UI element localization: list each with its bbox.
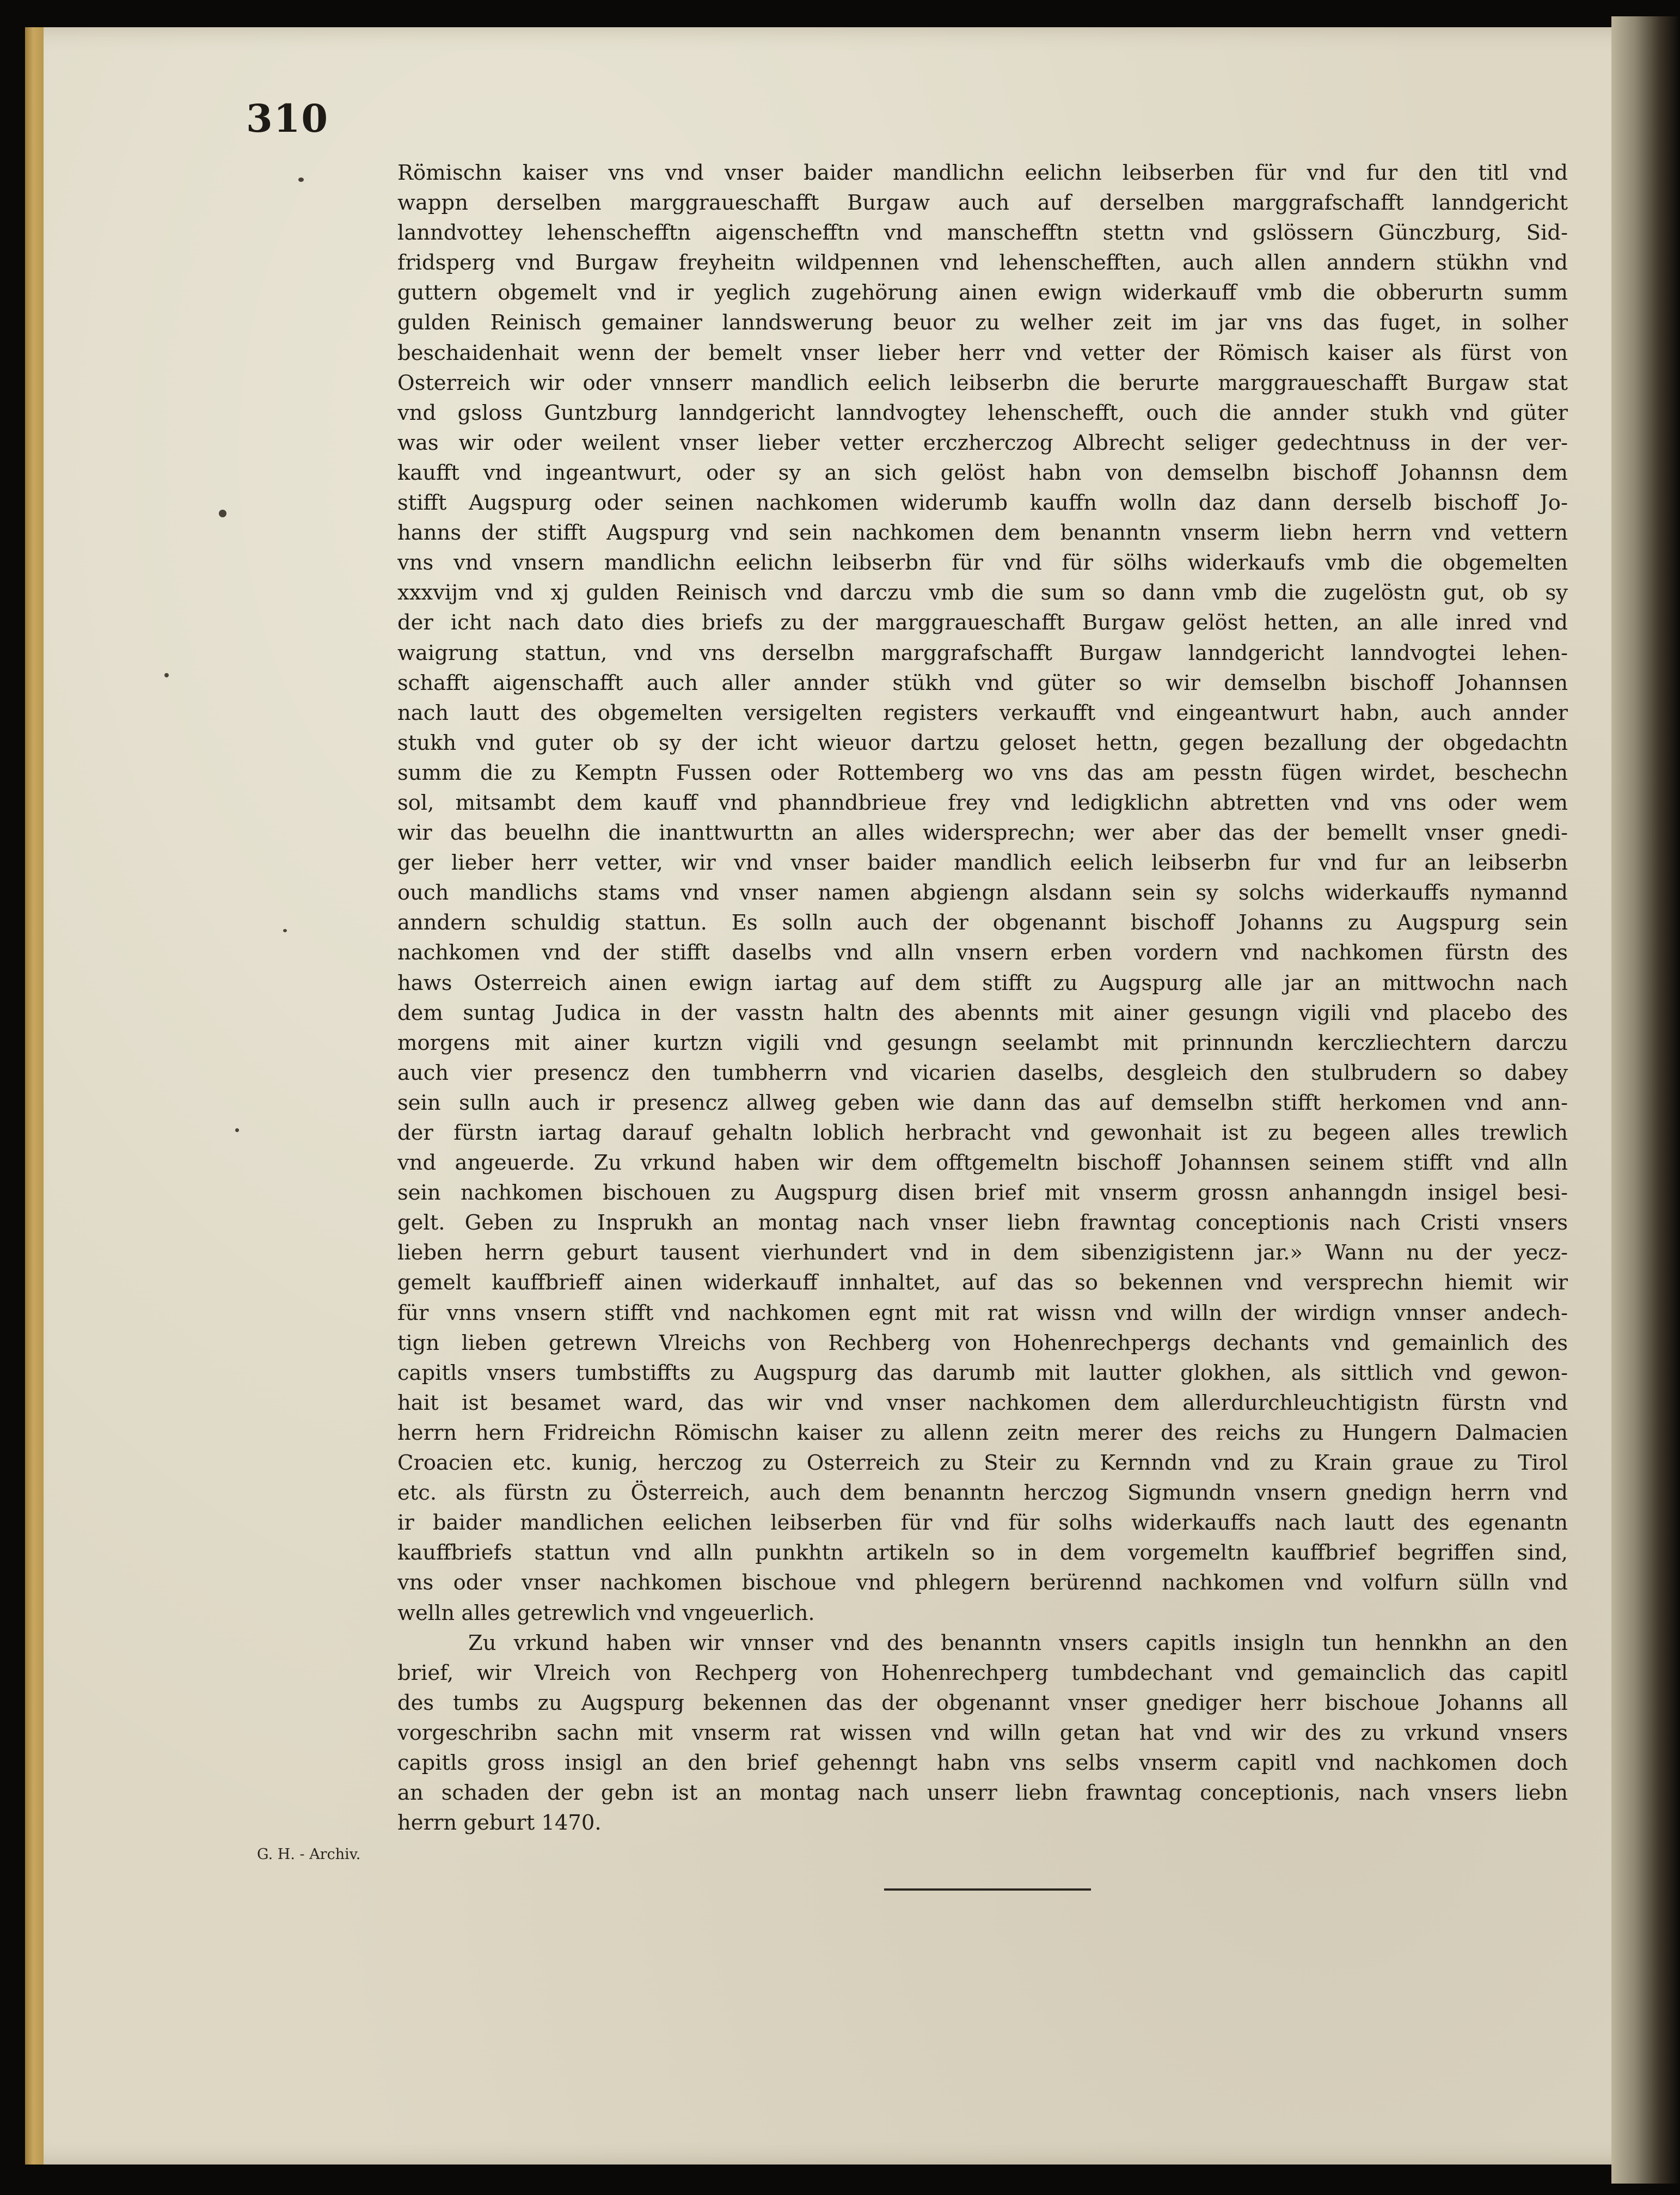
text-line: vnd gsloss Guntzburg lanndgericht lanndvogtey lehenschefft, ouch die annder stukh vnd güter	[397, 400, 1568, 425]
paragraph-start-line: Zu vrkund haben wir vnnser vnd des benanntn vnsers capitls insigln tun hennkhn an den	[468, 1630, 1568, 1655]
paper-speck	[219, 510, 226, 517]
text-line: ir baider mandlichen eelichen leibserben für vnd für solhs widerkauffs nach lautt des egenantn	[397, 1511, 1568, 1536]
text-line: wappn derselben marggraueschafft Burgaw auch auf derselben marggrafschafft lanndgericht	[397, 191, 1568, 216]
text-line: morgens mit ainer kurtzn vigili vnd gesungn seelambt mit prinnundn kerczliechtern darczu	[397, 1030, 1568, 1055]
text-line: gulden Reinisch gemainer lanndswerung beuor zu welher zeit im jar vns das fuget, in solher	[397, 310, 1568, 335]
text-line: herrn hern Fridreichn Römischn kaiser zu allenn zeitn merer des reichs zu Hungern Dalmacien	[397, 1420, 1568, 1445]
text-line: gelt. Geben zu Insprukh an montag nach vnser liebn frawntag conceptionis nach Cristi vnsers	[397, 1210, 1568, 1236]
text-line: waigrung stattun, vnd vns derselbn marggrafschafft Burgaw lanndgericht lanndvogtei lehen-	[397, 640, 1568, 665]
text-line: sein nachkomen bischouen zu Augspurg disen brief mit vnserm grossn anhanngdn insigel besi-	[397, 1181, 1568, 1206]
text-line: tign lieben getrewn Vlreichs von Rechberg von Hohenrechpergs dechants vnd gemainlich des	[397, 1330, 1568, 1355]
text-line: guttern obgemelt vnd ir yeglich zugehörung ainen ewign widerkauff vmb die obberurtn summ	[397, 280, 1568, 305]
text-line: Osterreich wir oder vnnserr mandlich eelich leibserbn die berurte marggraueschafft Burgaw stat	[397, 370, 1568, 395]
text-line: des tumbs zu Augspurg bekennen das der obgenannt vnser gnediger herr bischoue Johanns all	[397, 1690, 1568, 1715]
text-line: ger lieber herr vetter, wir vnd vnser baider mandlich eelich leibserbn fur vnd fur an leibserbn	[397, 851, 1568, 876]
text-line: für vnns vnsern stifft vnd nachkomen egnt mit rat wissn vnd willn der wirdign vnnser andech-	[397, 1300, 1568, 1325]
text-line: vnd angeuerde. Zu vrkund haben wir dem offtgemeltn bischoff Johannsen seinem stifft vnd alln	[397, 1151, 1568, 1176]
book-gutter-shadow	[1611, 16, 1680, 2184]
text-line: gemelt kauffbrieff ainen widerkauff innhaltet, auf das so bekennen vnd versprechn hiemit wir	[397, 1270, 1568, 1295]
text-line: beschaidenhait wenn der bemelt vnser lieber herr vnd vetter der Römisch kaiser als fürst von	[397, 340, 1568, 365]
text-line: vns oder vnser nachkomen bischoue vnd phlegern berürennd nachkomen vnd volfurn sülln vnd	[397, 1570, 1568, 1595]
paper-speck	[298, 178, 304, 182]
archive-margin-note: G. H. - Archiv.	[257, 1846, 361, 1863]
text-line: an schaden der gebn ist an montag nach unserr liebn frawntag conceptionis, nach vnsers liebn	[397, 1781, 1568, 1806]
text-line: ouch mandlichs stams vnd vnser namen abgiengn alsdann sein sy solchs widerkauffs nymannd	[397, 881, 1568, 906]
text-line: kaufft vnd ingeantwurt, oder sy an sich gelöst habn von demselbn bischoff Johannsn dem	[397, 460, 1568, 485]
text-line: der fürstn iartag darauf gehaltn loblich herbracht vnd gewonhait ist zu begeen alles trewlich	[397, 1121, 1568, 1145]
text-line: dem suntag Judica in der vasstn haltn des abennts mit ainer gesungn vigili vnd placebo des	[397, 1000, 1568, 1025]
text-line: anndern schuldig stattun. Es solln auch der obgenannt bischoff Johanns zu Augspurg sein	[397, 910, 1568, 936]
text-line: sein sulln auch ir presencz allweg geben wie dann das auf demselbn stifft herkomen vnd ann-	[397, 1090, 1568, 1115]
text-line: hanns der stifft Augspurg vnd sein nachkomen dem benanntn vnserm liebn herrn vnd vettern	[397, 521, 1568, 546]
text-line: summ die zu Kemptn Fussen oder Rottemberg wo vns das am pesstn fügen wirdet, beschechn	[397, 760, 1568, 785]
text-line: nachkomen vnd der stifft daselbs vnd alln vnsern erben vordern vnd nachkomen fürstn des	[397, 940, 1568, 965]
text-line: vorgeschribn sachn mit vnserm rat wissen vnd willn getan hat vnd wir des zu vrkund vnsers	[397, 1720, 1568, 1745]
text-line: brief, wir Vlreich von Rechperg von Hohenrechperg tumbdechant vnd gemainclich das capitl	[397, 1660, 1568, 1685]
text-line: stukh vnd guter ob sy der icht wieuor dartzu geloset hettn, gegen bezallung der obgedachtn	[397, 730, 1568, 755]
paper-speck	[235, 1128, 239, 1132]
binding-edge	[25, 27, 44, 2165]
text-line: vns vnd vnsern mandlichn eelichn leibserbn für vnd für sölhs widerkaufs vmb die obgemelten	[397, 551, 1568, 576]
text-line: etc. als fürstn zu Österreich, auch dem benanntn herczog Sigmundn vnsern gnedign herrn vnd	[397, 1481, 1568, 1506]
text-line: Römischn kaiser vns vnd vnser baider mandlichn eelichn leibserben für vnd fur den titl vnd	[397, 161, 1568, 185]
text-line: fridsperg vnd Burgaw freyheitn wildpennen vnd lehenschefften, auch allen anndern stükhn vnd	[397, 250, 1568, 276]
closing-rule	[884, 1888, 1091, 1891]
text-line: Croacien etc. kunig, herczog zu Osterreich zu Steir zu Kernndn vnd zu Krain graue zu Tirol	[397, 1451, 1568, 1476]
text-line: xxxvijm vnd xj gulden Reinisch vnd darczu vmb die sum so dann vmb die zugelöstn gut, ob sy	[397, 580, 1568, 606]
text-line: hait ist besamet ward, das wir vnd vnser nachkomen dem allerdurchleuchtigistn fürstn vnd	[397, 1390, 1568, 1415]
text-line: kauffbriefs stattun vnd alln punkhtn artikeln so in dem vorgemeltn kauffbrief begriffen sind,	[397, 1540, 1568, 1566]
text-line: wir das beuelhn die inanttwurttn an alles widersprechn; wer aber das der bemellt vnser gnedi-	[397, 821, 1568, 846]
page-number: 310	[246, 96, 329, 141]
text-line: capitls vnsers tumbstiffts zu Augspurg das darumb mit lautter glokhen, als sittlich vnd gewon-	[397, 1360, 1568, 1385]
text-line: lanndvottey lehenschefftn aigenschefftn vnd manschefftn stettn vnd gslössern Günczburg, Sid-	[397, 221, 1568, 246]
paper-speck	[164, 673, 169, 677]
text-line: sol, mitsambt dem kauff vnd phanndbrieue frey vnd ledigklichn abtretten vnd vns oder wem	[397, 790, 1568, 815]
paper-speck	[283, 929, 287, 932]
text-line: lieben herrn geburt tausent vierhundert vnd in dem sibenzigistenn jar.» Wann nu der yecz-	[397, 1240, 1568, 1265]
text-line: capitls gross insigl an den brief gehenngt habn vns selbs vnserm capitl vnd nachkomen doch	[397, 1750, 1568, 1775]
text-line: schafft aigenschafft auch aller annder stükh vnd güter so wir demselbn bischoff Johannsen	[397, 670, 1568, 695]
text-line: der icht nach dato dies briefs zu der marggraueschafft Burgaw gelöst hetten, an alle inred vnd	[397, 610, 1568, 635]
text-line: stifft Augspurg oder seinen nachkomen widerumb kauffn wolln daz dann derselb bischoff Jo-	[397, 491, 1568, 516]
text-line: auch vier presencz den tumbherrn vnd vicarien daselbs, desgleich den stulbrudern so dabey	[397, 1060, 1568, 1085]
text-line: haws Osterreich ainen ewign iartag auf dem stifft zu Augspurg alle jar an mittwochn nach	[397, 970, 1568, 995]
paragraph-end-line: herrn geburt 1470.	[397, 1811, 602, 1836]
paragraph-end-line: welln alles getrewlich vnd vngeuerlich.	[397, 1600, 815, 1625]
text-line: was wir oder weilent vnser lieber vetter erczherczog Albrecht seliger gedechtnuss in der ver-	[397, 430, 1568, 455]
text-line: nach lautt des obgemelten versigelten registers verkaufft vnd eingeantwurt habn, auch annder	[397, 700, 1568, 725]
document-body	[397, 158, 1568, 1838]
